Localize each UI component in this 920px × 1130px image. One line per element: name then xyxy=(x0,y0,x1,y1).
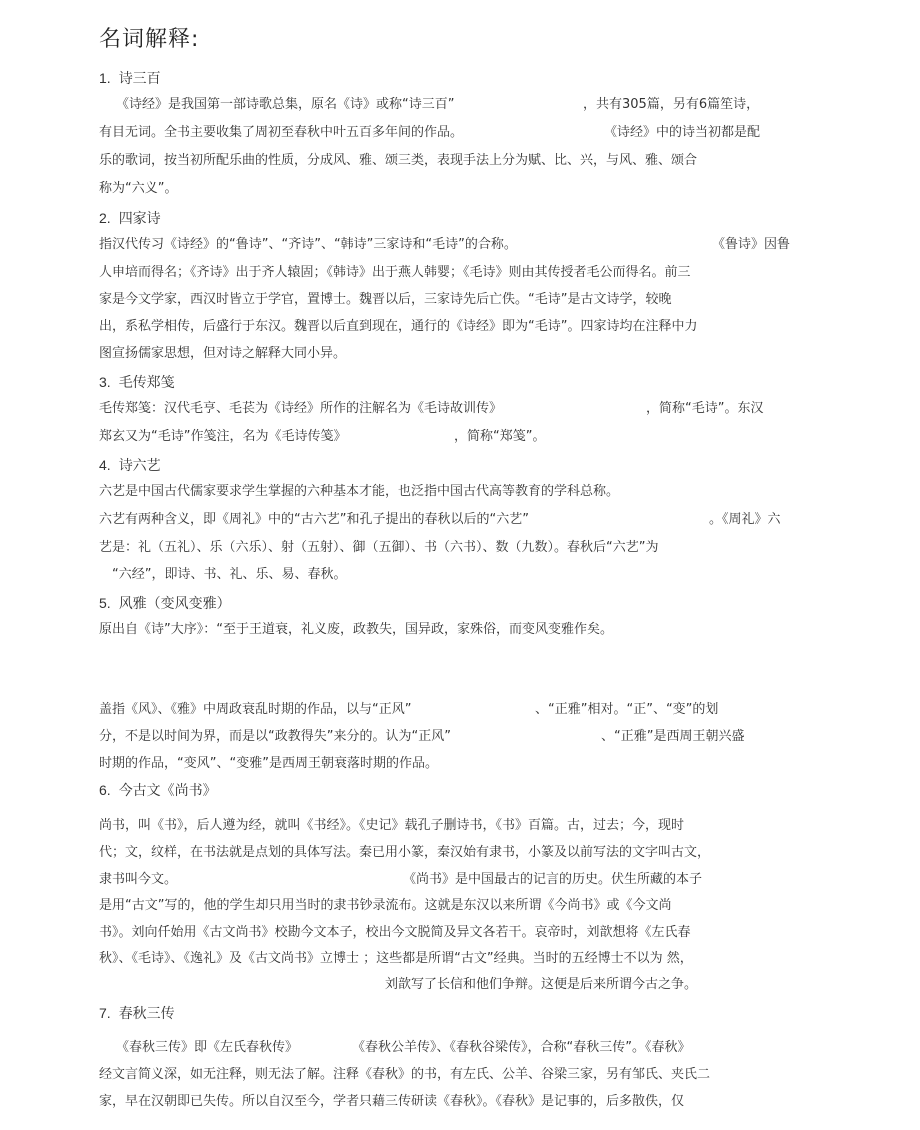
text-line: 《诗经》是我国第一部诗歌总集，原名《诗》或称“诗三百” xyxy=(116,97,455,112)
section-number: 2. xyxy=(99,210,111,226)
page-title: 名词解释: xyxy=(99,27,200,52)
text-line: 毛传郑笺：汉代毛亨、毛苌为《诗经》所作的注解名为《毛诗故训传》 xyxy=(99,401,503,416)
text-line: 秋》、《毛诗》、《逸礼》及《古文尚书》立博士 ；这些都是所谓“古文”经典。当时的五经博士不以为 然， xyxy=(99,951,693,966)
text-line: 艺是：礼（五礼）、乐（六乐）、射（五射）、御（五御）、书（六书）、数（九数）。春秋后“六艺”为 xyxy=(99,540,659,555)
section-number: 3. xyxy=(99,374,111,390)
section-heading-3 xyxy=(99,372,175,392)
text-line: 家是今文学家，西汉时皆立于学官，置博士。魏晋以后，三家诗先后亡佚。“毛诗”是古文诗学，较晚 xyxy=(99,292,672,307)
section-number: 7. xyxy=(99,1005,111,1021)
text-line: 原出自《诗”大序》：“至于王道衰，礼义废，政教失，国异政，家殊俗，而变风变雅作矣。 xyxy=(99,622,613,637)
text-line: 。《周礼》六 xyxy=(709,512,781,527)
section-heading-4 xyxy=(99,455,161,475)
text-line: 有目无词。全书主要收集了周初至春秋中叶五百多年间的作品。 xyxy=(99,125,464,140)
section-title: 诗三百 xyxy=(118,71,161,87)
text-line: ，简称“郑笺”。 xyxy=(454,429,546,444)
section-heading-6 xyxy=(99,780,217,800)
section-number: 4. xyxy=(99,457,111,473)
section-title: 诗六艺 xyxy=(118,458,161,474)
text-line: 时期的作品，“变风”、“变雅”是西周王朝衰落时期的作品。 xyxy=(99,756,438,771)
section-heading-5 xyxy=(99,593,231,613)
text-line: 是用“古文”写的，他的学生却只用当时的隶书钞录流布。这就是东汉以来所谓《今尚书》或《今文尚 xyxy=(99,898,672,913)
text-line: “六经”，即诗、书、礼、乐、易、春秋。 xyxy=(112,567,347,582)
text-line: 《鲁诗》因鲁 xyxy=(712,237,791,252)
text-line: 代；文，纹样，在书法就是点划的具体写法。秦已用小篆，秦汉始有隶书，小篆及以前写法的文字叫古文， xyxy=(99,845,711,860)
text-line: 称为“六义”。 xyxy=(99,181,178,196)
text-line: 乐的歌词，按当初所配乐曲的性质，分成风、雅、颂三类，表现手法上分为赋、比、兴，与风、雅、颂合 xyxy=(99,153,698,168)
text-line: 《春秋三传》即《左氏春秋传》 xyxy=(116,1040,299,1055)
text-line: 隶书叫今文。 xyxy=(99,872,178,887)
text-line: ，简称“毛诗”。东汉 xyxy=(646,401,764,416)
text-line: 《尚书》是中国最古的记言的历史。伏生所藏的本子 xyxy=(403,872,703,887)
section-number: 1. xyxy=(99,70,111,86)
text-line: 人申培而得名；《齐诗》出于齐人辕固；《韩诗》出于燕人韩婴；《毛诗》则由其传授者毛公而得名。前三 xyxy=(99,265,691,280)
text-line: 、“正雅”是西周王朝兴盛 xyxy=(601,729,745,744)
section-title: 毛传郑笺 xyxy=(118,375,175,391)
text-line: 六艺有两种含义，即《周礼》中的“古六艺”和孔子提出的春秋以后的“六艺” xyxy=(99,512,529,527)
text-line: 书》。刘向仟始用《古文尚书》校勘今文本子，校出今文脱简及异文各若干。哀帝时，刘歆想将《左氏春 xyxy=(99,925,691,940)
text-line: 《诗经》中的诗当初都是配 xyxy=(604,125,761,140)
section-heading-7 xyxy=(99,1003,175,1023)
text-line: 图宣扬儒家思想，但对诗之解释大同小异。 xyxy=(99,346,347,361)
section-title: 今古文《尚书》 xyxy=(118,783,217,799)
section-title: 风雅（变风变雅） xyxy=(118,596,231,612)
text-line: 尚书，叫《书》，后人遵为经，就叫《书经》。《史记》载孔子删诗书，《书》百篇。古，过去；今，现时 xyxy=(99,818,685,833)
text-line: 出，系私学相传，后盛行于东汉。魏晋以后直到现在，通行的《诗经》即为“毛诗”。四家诗均在注释中力 xyxy=(99,319,698,334)
section-title: 四家诗 xyxy=(118,211,161,227)
text-line: 家，早在汉朝即已失传。所以自汉至今，学者只藉三传研读《春秋》。《春秋》是记事的，后多散佚，仅 xyxy=(99,1094,685,1109)
section-number: 5. xyxy=(99,595,111,611)
text-line: 《春秋公羊传》、《春秋谷梁传》，合称“春秋三传”。《春秋》 xyxy=(352,1040,691,1055)
text-line: 刘歆写了长信和他们争辩。这便是后来所谓今古之争。 xyxy=(385,977,698,992)
text-line: 郑玄又为“毛诗”作笺注，名为《毛诗传笺》 xyxy=(99,429,347,444)
text-line: ，共有305篇，另有6篇笙诗， xyxy=(583,97,760,112)
section-heading-1 xyxy=(99,68,161,88)
section-number: 6. xyxy=(99,782,111,798)
text-line: 六艺是中国古代儒家要求学生掌握的六种基本才能，也泛指中国古代高等教育的学科总称。 xyxy=(99,484,620,499)
text-line: 经文言简义深，如无注释，则无法了解。注释《春秋》的书，有左氏、公羊、谷梁三家，另有邹氏、夹氏二 xyxy=(99,1067,711,1082)
text-line: 分，不是以时间为界，而是以“政教得失”来分的。认为“正风” xyxy=(99,729,451,744)
text-line: 盖指《风》、《雅》中周政衰乱时期的作品，以与“正风” xyxy=(99,702,412,717)
section-title: 春秋三传 xyxy=(118,1006,175,1022)
text-line: 指汉代传习《诗经》的“鲁诗”、“齐诗”、“韩诗”三家诗和“毛诗”的合称。 xyxy=(99,237,517,252)
section-heading-2 xyxy=(99,208,161,228)
text-line: 、“正雅”相对。“正”、“变”的划 xyxy=(535,702,719,717)
